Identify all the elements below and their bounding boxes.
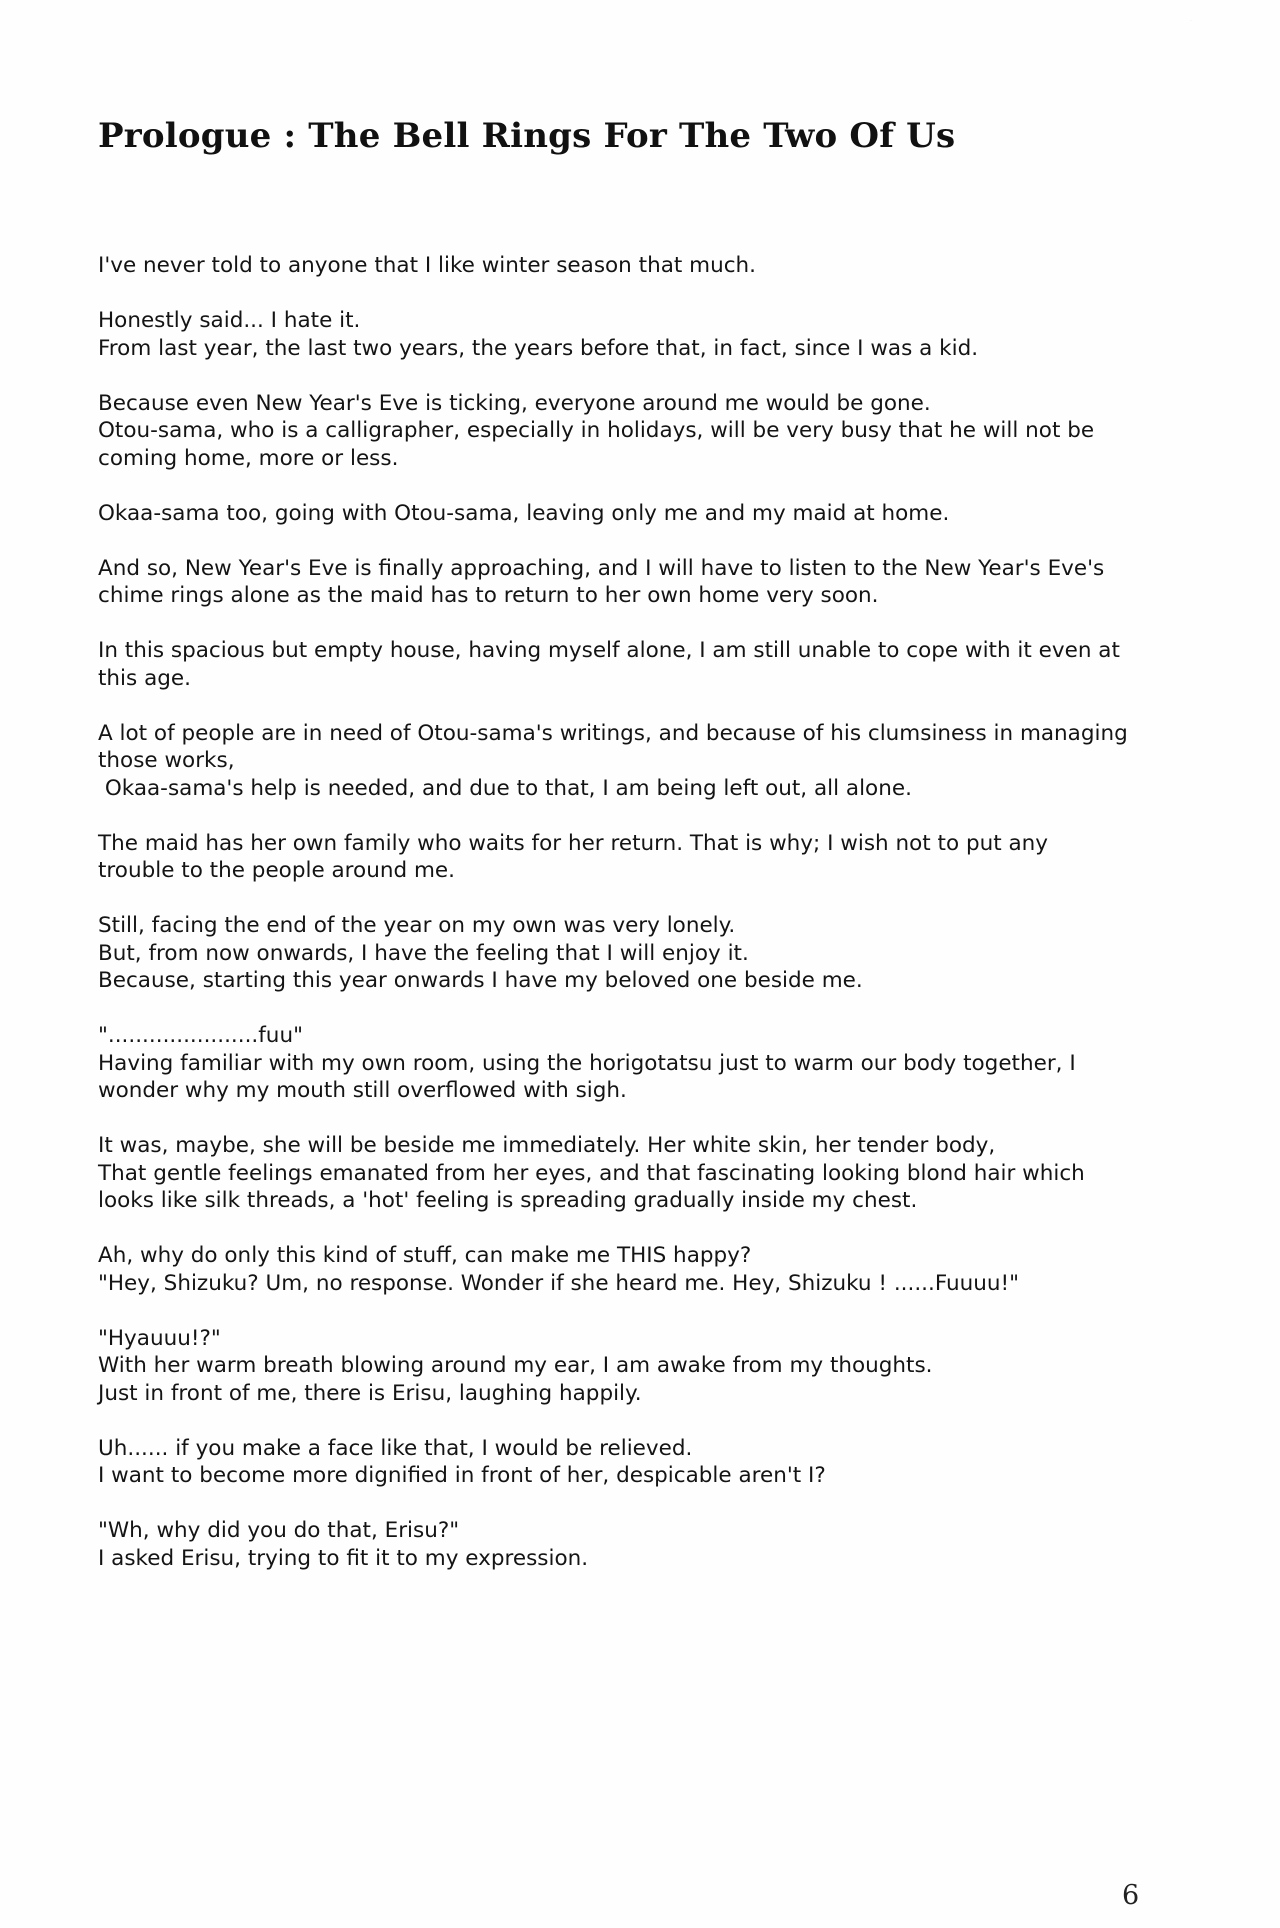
text-line: those works, [98, 748, 235, 773]
text-line: A lot of people are in need of Otou-sama's writings, and because of his clumsiness in managing [98, 720, 1128, 746]
paragraph [98, 1325, 1198, 1408]
text-line: Honestly said... I hate it. [98, 308, 361, 333]
text-line: "Hyauuu!?" [98, 1325, 221, 1351]
text-line: "Hey, Shizuku? Um, no response. Wonder if she heard me. Hey, Shizuku ! ......Fuuuu!" [98, 1270, 1020, 1296]
text-line: this age. [98, 665, 191, 691]
text-line: I want to become more dignified in front of her, despicable aren't I? [98, 1463, 826, 1488]
page-number: 6 [1122, 1880, 1140, 1911]
scan-speck: · [1190, 18, 1192, 25]
text-line: I asked Erisu, trying to fit it to my expression. [98, 1545, 589, 1571]
text-line: coming home, more or less. [98, 445, 399, 471]
text-line: looks like silk threads, a 'hot' feeling is spreading gradually inside my chest. [98, 1188, 918, 1213]
text-line: Just in front of me, there is Erisu, laughing happily. [98, 1380, 642, 1406]
text-line: Because even New Year's Eve is ticking, everyone around me would be gone. [98, 390, 931, 416]
text-line: It was, maybe, she will be beside me immediately. Her white skin, her tender body, [98, 1133, 996, 1158]
story-body [98, 252, 1198, 1600]
paragraph [98, 500, 1198, 528]
paragraph [98, 1242, 1198, 1297]
paragraph [98, 307, 1198, 362]
text-line: I've never told to anyone that I like winter season that much. [98, 253, 756, 278]
paragraph [98, 720, 1198, 803]
paragraph [98, 830, 1198, 885]
paragraph [98, 912, 1198, 995]
text-line: wonder why my mouth still overflowed with sigh. [98, 1078, 627, 1103]
text-line: Having familiar with my own room, using the horigotatsu just to warm our body together, I [98, 1050, 1076, 1076]
text-line: With her warm breath blowing around my ear, I am awake from my thoughts. [98, 1353, 933, 1378]
text-line: That gentle feelings emanated from her eyes, and that fascinating looking blond hair which [98, 1160, 1085, 1186]
text-line: In this spacious but empty house, having myself alone, I am still unable to cope with it even at [98, 638, 1120, 663]
text-line: trouble to the people around me. [98, 858, 455, 883]
paragraph [98, 1435, 1198, 1490]
paragraph [98, 1132, 1198, 1215]
text-line: "......................fuu" [98, 1023, 303, 1048]
text-line: Because, starting this year onwards I have my beloved one beside me. [98, 968, 863, 993]
text-line: From last year, the last two years, the years before that, in fact, since I was a kid. [98, 335, 979, 361]
text-line: chime rings alone as the maid has to return to her own home very soon. [98, 583, 879, 608]
text-line: But, from now onwards, I have the feeling that I will enjoy it. [98, 940, 749, 966]
text-line: And so, New Year's Eve is finally approaching, and I will have to listen to the New Year's Eve's [98, 555, 1105, 581]
paragraph [98, 637, 1198, 692]
text-line: "Wh, why did you do that, Erisu?" [98, 1518, 460, 1543]
text-line: Ah, why do only this kind of stuff, can make me THIS happy? [98, 1243, 752, 1268]
text-line: Okaa-sama's help is needed, and due to that, I am being left out, all alone. [98, 775, 912, 801]
text-line: Still, facing the end of the year on my own was very lonely. [98, 913, 736, 938]
text-line: Otou-sama, who is a calligrapher, especially in holidays, will be very busy that he will not be [98, 418, 1095, 443]
paragraph [98, 555, 1198, 610]
paragraph [98, 390, 1198, 473]
paragraph [98, 1022, 1198, 1105]
text-line: Okaa-sama too, going with Otou-sama, leaving only me and my maid at home. [98, 500, 950, 526]
chapter-title: Prologue : The Bell Rings For The Two Of Us [98, 116, 956, 156]
paragraph [98, 252, 1198, 280]
paragraph [98, 1517, 1198, 1572]
text-line: The maid has her own family who waits for her return. That is why; I wish not to put any [98, 830, 1049, 856]
text-line: Uh...... if you make a face like that, I would be relieved. [98, 1435, 693, 1461]
